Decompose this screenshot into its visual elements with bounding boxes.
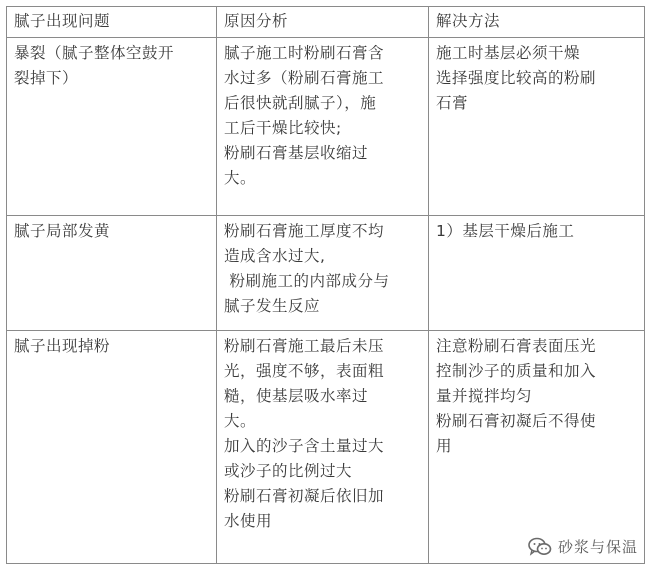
cause-cell	[217, 38, 429, 216]
cause-cell	[217, 331, 429, 564]
cell-line: 粉刷石膏初凝后依旧加	[224, 487, 385, 505]
solution-cell	[429, 38, 645, 216]
cell-line: 施工时基层必须干燥	[436, 44, 581, 62]
cell-line: 石膏	[436, 94, 469, 112]
content-table-wrapper	[6, 6, 644, 564]
wechat-icon	[528, 537, 552, 557]
problem-cell	[7, 38, 217, 216]
header-solution: 解决方法	[429, 7, 645, 38]
cell-line: 选择强度比较高的粉刷	[436, 69, 597, 87]
cell-line: 腻子发生反应	[224, 297, 321, 315]
solution-cell	[429, 331, 645, 564]
problem-cell	[7, 331, 217, 564]
cell-line: 大。	[224, 169, 257, 187]
cell-line: 量并搅拌均匀	[436, 387, 533, 405]
cell-line: 工后干燥比较快;	[224, 119, 342, 137]
problem-cell	[7, 216, 217, 331]
cell-line: 腻子局部发黄	[14, 222, 111, 240]
cell-line: 光，强度不够，表面粗	[224, 362, 385, 380]
table-header-row	[7, 7, 645, 38]
cell-line: 水使用	[224, 512, 273, 530]
cell-line: 水过多（粉刷石膏施工	[224, 69, 385, 87]
header-problem: 腻子出现问题	[7, 7, 217, 38]
cell-line: 粉刷石膏基层收缩过	[224, 144, 369, 162]
cell-line: 用	[436, 437, 453, 455]
cell-line: 裂掉下）	[14, 69, 79, 87]
cell-line: 暴裂（腻子整体空鼓开	[14, 44, 175, 62]
cell-line: 粉刷石膏施工厚度不均	[224, 222, 385, 240]
cell-line: 加入的沙子含土量过大	[224, 437, 385, 455]
table-row	[7, 331, 645, 564]
cell-line: 造成含水过大,	[224, 247, 326, 265]
cell-line: 控制沙子的质量和加入	[436, 362, 597, 380]
cell-line: 大。	[224, 412, 257, 430]
cell-line: 腻子出现掉粉	[14, 337, 111, 355]
cell-line: 粉刷石膏施工最后未压	[224, 337, 385, 355]
cell-line: 后很快就刮腻子），施	[224, 94, 377, 112]
putty-problem-table	[6, 6, 645, 564]
solution-cell	[429, 216, 645, 331]
cell-line: 粉刷石膏初凝后不得使	[436, 412, 597, 430]
cell-line: 注意粉刷石膏表面压光	[436, 337, 597, 355]
watermark	[528, 536, 638, 557]
header-cause: 原因分析	[217, 7, 429, 38]
cell-line: 腻子施工时粉刷石膏含	[224, 44, 385, 62]
table-row	[7, 38, 645, 216]
cause-cell	[217, 216, 429, 331]
table-row	[7, 216, 645, 331]
cell-line: 1）基层干燥后施工	[436, 222, 575, 240]
watermark-text: 砂浆与保温	[557, 538, 638, 556]
cell-line: 或沙子的比例过大	[224, 462, 353, 480]
cell-line: 粉刷施工的内部成分与	[224, 272, 390, 290]
cell-line: 糙，使基层吸水率过	[224, 387, 369, 405]
